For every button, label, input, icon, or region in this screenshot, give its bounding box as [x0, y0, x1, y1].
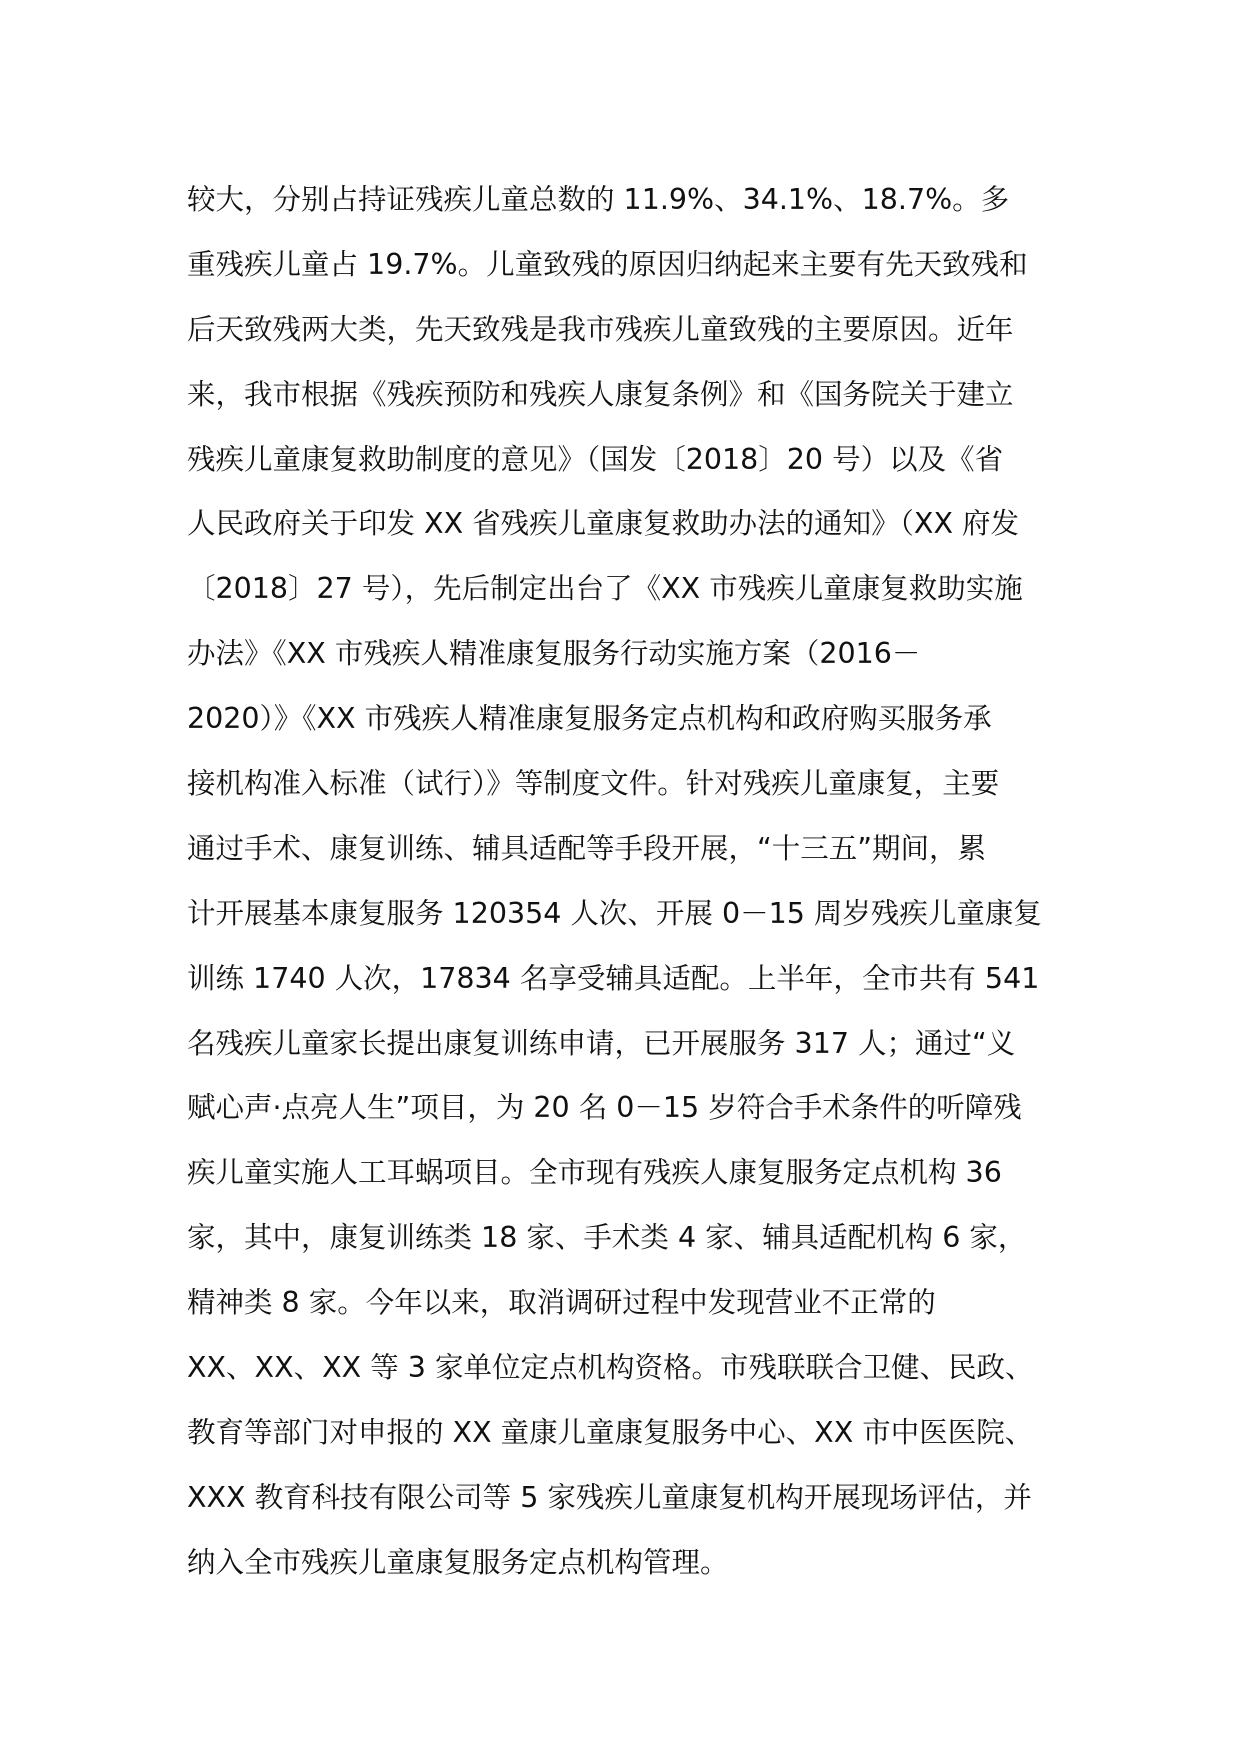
text-line: 家，其中，康复训练类 18 家、手术类 4 家、辅具适配机构 6 家，	[187, 1221, 1027, 1255]
text-line: XXX 教育科技有限公司等 5 家残疾儿童康复机构开展现场评估，并	[187, 1480, 1032, 1514]
text-line: 接机构准入标准（试行）》等制度文件。针对残疾儿童康复，主要	[187, 767, 1000, 801]
text-line: 训练 1740 人次，17834 名享受辅具适配。上半年，全市共有 541	[187, 961, 1040, 995]
text-line: 〔2018〕27 号），先后制定出台了《XX 市残疾儿童康复救助实施	[187, 572, 1023, 606]
body-paragraph	[187, 168, 1067, 1596]
text-line: 赋心声·点亮人生”项目，为 20 名 0－15 岁符合手术条件的听障残	[187, 1091, 1022, 1125]
text-line: 人民政府关于印发 XX 省残疾儿童康复救助办法的通知》（XX 府发	[187, 507, 1020, 541]
text-line: 重残疾儿童占 19.7%。儿童致残的原因归纳起来主要有先天致残和	[187, 247, 1028, 281]
text-line: 来，我市根据《残疾预防和残疾人康复条例》和《国务院关于建立	[187, 377, 1014, 411]
text-line: 2020）》《XX 市残疾人精准康复服务定点机构和政府购买服务承	[187, 702, 992, 736]
text-line: 通过手术、康复训练、辅具适配等手段开展，“十三五”期间，累	[187, 831, 987, 865]
text-line: 名残疾儿童家长提出康复训练申请，已开展服务 317 人；通过“义	[187, 1026, 1016, 1060]
text-line: XX、XX、XX 等 3 家单位定点机构资格。市残联联合卫健、民政、	[187, 1351, 1034, 1385]
text-line: 较大，分别占持证残疾儿童总数的 11.9%、34.1%、18.7%。多	[187, 183, 1010, 216]
text-line: 后天致残两大类，先天致残是我市残疾儿童致残的主要原因。近年	[187, 312, 1014, 346]
text-line: 纳入全市残疾儿童康复服务定点机构管理。	[187, 1545, 729, 1579]
text-line: 精神类 8 家。今年以来，取消调研过程中发现营业不正常的	[187, 1286, 936, 1320]
text-line: 疾儿童实施人工耳蜗项目。全市现有残疾人康复服务定点机构 36	[187, 1156, 1002, 1190]
text-line: 办法》《XX 市残疾人精准康复服务行动实施方案（2016－	[187, 637, 921, 671]
text-line: 教育等部门对申报的 XX 童康儿童康复服务中心、XX 市中医医院、	[187, 1415, 1034, 1449]
text-line: 计开展基本康复服务 120354 人次、开展 0－15 周岁残疾儿童康复	[187, 896, 1042, 930]
text-line: 残疾儿童康复救助制度的意见》（国发〔2018〕20 号）以及《省	[187, 442, 1004, 476]
